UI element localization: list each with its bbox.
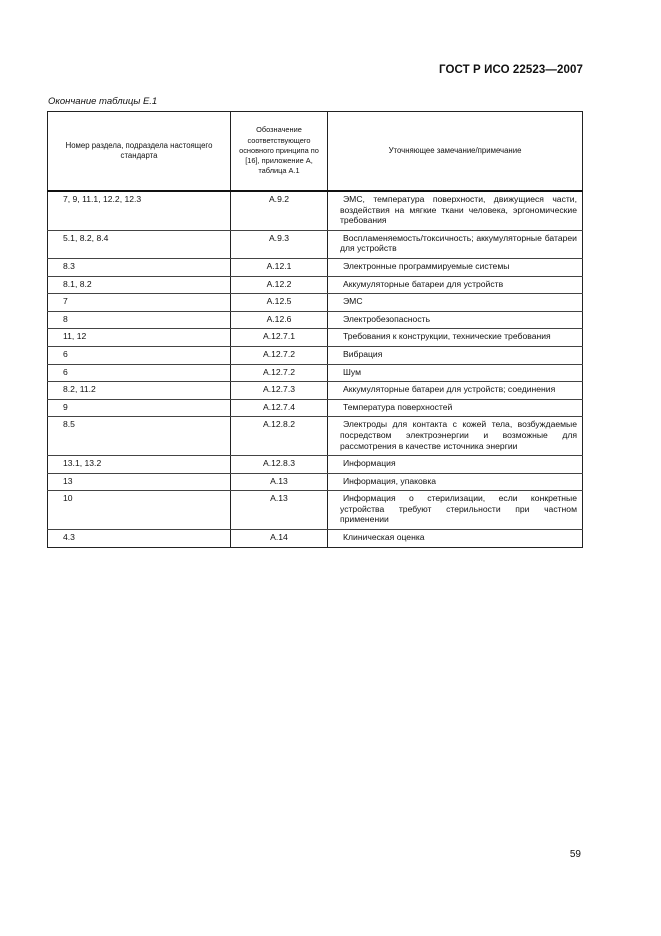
cell-section: 4.3 <box>48 530 231 548</box>
cell-note: Аккумуляторные батареи для устройств <box>328 276 583 294</box>
table-row <box>48 473 583 491</box>
column-header-section: Номер раздела, подраздела настоящего стандарта <box>48 112 231 192</box>
table-row <box>48 491 583 530</box>
table-row <box>48 191 583 230</box>
cell-section: 9 <box>48 399 231 417</box>
cell-note: Информация <box>328 456 583 474</box>
cell-note: Информация, упаковка <box>328 473 583 491</box>
cell-note: Аккумуляторные батареи для устройств; соединения <box>328 382 583 400</box>
cell-section: 8.1, 8.2 <box>48 276 231 294</box>
table-caption: Окончание таблицы Е.1 <box>48 96 158 107</box>
cell-section: 8.2, 11.2 <box>48 382 231 400</box>
table-row <box>48 530 583 548</box>
cell-note: Шум <box>328 364 583 382</box>
cell-section: 8 <box>48 311 231 329</box>
table-row <box>48 258 583 276</box>
cell-principle: А.12.1 <box>231 258 328 276</box>
cell-principle: А.12.7.2 <box>231 346 328 364</box>
cell-principle: А.12.6 <box>231 311 328 329</box>
cell-section: 11, 12 <box>48 329 231 347</box>
table-row <box>48 294 583 312</box>
standards-correspondence-table <box>47 111 583 548</box>
cell-principle: А.12.8.2 <box>231 417 328 456</box>
cell-principle: А.12.7.4 <box>231 399 328 417</box>
cell-note: ЭМС <box>328 294 583 312</box>
cell-principle: А.12.7.1 <box>231 329 328 347</box>
cell-principle: А.9.2 <box>231 191 328 230</box>
table-row <box>48 329 583 347</box>
cell-principle: А.12.8.3 <box>231 456 328 474</box>
table-row <box>48 276 583 294</box>
table-header-row <box>48 112 583 192</box>
table-row <box>48 311 583 329</box>
cell-principle: А.12.7.2 <box>231 364 328 382</box>
table-row <box>48 399 583 417</box>
table-row <box>48 230 583 258</box>
table-row <box>48 346 583 364</box>
cell-note: Электробезопасность <box>328 311 583 329</box>
cell-note: Электроды для контакта с кожей тела, возбуждаемые посредством электроэнергии и возможные для рассмотрения в качестве источника энергии <box>328 417 583 456</box>
cell-note: Температура поверхностей <box>328 399 583 417</box>
cell-note: Электронные программируемые системы <box>328 258 583 276</box>
table-row <box>48 456 583 474</box>
cell-principle: А.12.2 <box>231 276 328 294</box>
document-header: ГОСТ Р ИСО 22523—2007 <box>438 64 583 76</box>
cell-principle: А.9.3 <box>231 230 328 258</box>
cell-section: 6 <box>48 346 231 364</box>
cell-section: 13 <box>48 473 231 491</box>
column-header-principle: Обозначение соответствующего основного принципа по [16], приложение А, таблица А.1 <box>231 112 328 192</box>
cell-principle: А.13 <box>231 491 328 530</box>
cell-principle: А.12.7.3 <box>231 382 328 400</box>
cell-section: 8.5 <box>48 417 231 456</box>
table-row <box>48 382 583 400</box>
table-row <box>48 417 583 456</box>
cell-note: Клиническая оценка <box>328 530 583 548</box>
cell-section: 7, 9, 11.1, 12.2, 12.3 <box>48 191 231 230</box>
cell-section: 6 <box>48 364 231 382</box>
cell-principle: А.12.5 <box>231 294 328 312</box>
page-number: 59 <box>569 849 581 860</box>
cell-section: 10 <box>48 491 231 530</box>
cell-principle: А.13 <box>231 473 328 491</box>
cell-note: Информация о стерилизации, если конкретные устройства требуют стерильности при частном применении <box>328 491 583 530</box>
cell-section: 13.1, 13.2 <box>48 456 231 474</box>
cell-principle: А.14 <box>231 530 328 548</box>
table-row <box>48 364 583 382</box>
cell-section: 7 <box>48 294 231 312</box>
column-header-note: Уточняющее замечание/примечание <box>328 112 583 192</box>
cell-section: 5.1, 8.2, 8.4 <box>48 230 231 258</box>
cell-note: Требования к конструкции, технические требования <box>328 329 583 347</box>
cell-section: 8.3 <box>48 258 231 276</box>
cell-note: Вибрация <box>328 346 583 364</box>
cell-note: Воспламеняемость/токсичность; аккумуляторные батареи для устройств <box>328 230 583 258</box>
cell-note: ЭМС, температура поверхности, движущиеся части, воздействия на мягкие ткани человека, эргономические требования <box>328 191 583 230</box>
